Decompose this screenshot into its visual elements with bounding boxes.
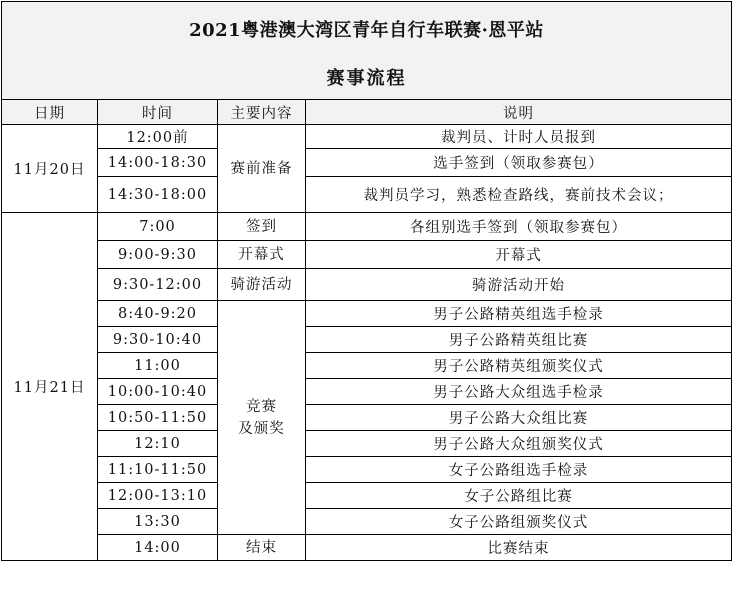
desc-cell: 骑游活动开始 [306, 269, 732, 301]
time-cell: 9:00-9:30 [98, 241, 218, 269]
schedule-row [2, 327, 732, 353]
time-cell: 12:10 [98, 431, 218, 457]
header-content: 主要内容 [218, 100, 306, 125]
content-cell: 赛前准备 [218, 125, 306, 213]
schedule-row [2, 301, 732, 327]
schedule-row [2, 509, 732, 535]
desc-cell: 男子公路大众组选手检录 [306, 379, 732, 405]
schedule-row [2, 213, 732, 241]
time-cell: 9:30-10:40 [98, 327, 218, 353]
content-cell: 结束 [218, 535, 306, 561]
table-header-row [2, 100, 732, 125]
schedule-table [1, 99, 732, 561]
content-cell: 签到 [218, 213, 306, 241]
schedule-row [2, 149, 732, 177]
title-banner [1, 1, 732, 99]
header-time: 时间 [98, 100, 218, 125]
header-date: 日期 [2, 100, 98, 125]
time-cell: 12:00前 [98, 125, 218, 149]
time-cell: 9:30-12:00 [98, 269, 218, 301]
schedule-subtitle: 赛事流程 [326, 68, 407, 89]
content-cell: 骑游活动 [218, 269, 306, 301]
time-cell: 12:00-13:10 [98, 483, 218, 509]
time-cell: 10:50-11:50 [98, 405, 218, 431]
content-cell: 竞赛 及颁奖 [218, 301, 306, 535]
time-cell: 8:40-9:20 [98, 301, 218, 327]
schedule-row [2, 457, 732, 483]
time-cell: 14:00 [98, 535, 218, 561]
time-cell: 11:00 [98, 353, 218, 379]
desc-cell: 裁判员、计时人员报到 [306, 125, 732, 149]
desc-cell: 男子公路精英组颁奖仪式 [306, 353, 732, 379]
time-cell: 7:00 [98, 213, 218, 241]
desc-cell: 比赛结束 [306, 535, 732, 561]
desc-cell: 各组别选手签到（领取参赛包） [306, 213, 732, 241]
desc-cell: 选手签到（领取参赛包） [306, 149, 732, 177]
content-cell: 开幕式 [218, 241, 306, 269]
schedule-sheet [1, 1, 732, 561]
desc-cell: 男子公路精英组比赛 [306, 327, 732, 353]
desc-cell: 女子公路组颁奖仪式 [306, 509, 732, 535]
desc-cell: 男子公路大众组颁奖仪式 [306, 431, 732, 457]
desc-cell: 女子公路组选手检录 [306, 457, 732, 483]
date-cell: 11月20日 [2, 125, 98, 213]
desc-cell: 女子公路组比赛 [306, 483, 732, 509]
schedule-row [2, 379, 732, 405]
schedule-row [2, 483, 732, 509]
schedule-row [2, 353, 732, 379]
header-desc: 说明 [306, 100, 732, 125]
schedule-row [2, 125, 732, 149]
date-cell: 11月21日 [2, 213, 98, 561]
schedule-row [2, 241, 732, 269]
schedule-row [2, 405, 732, 431]
schedule-row [2, 177, 732, 213]
time-cell: 11:10-11:50 [98, 457, 218, 483]
time-cell: 14:30-18:00 [98, 177, 218, 213]
desc-cell: 裁判员学习，熟悉检查路线，赛前技术会议； [306, 177, 732, 213]
schedule-row [2, 431, 732, 457]
desc-cell: 开幕式 [306, 241, 732, 269]
time-cell: 13:30 [98, 509, 218, 535]
event-title: 2021粤港澳大湾区青年自行车联赛·恩平站 [189, 20, 544, 41]
time-cell: 10:00-10:40 [98, 379, 218, 405]
schedule-row [2, 269, 732, 301]
desc-cell: 男子公路大众组比赛 [306, 405, 732, 431]
desc-cell: 男子公路精英组选手检录 [306, 301, 732, 327]
schedule-row [2, 535, 732, 561]
time-cell: 14:00-18:30 [98, 149, 218, 177]
